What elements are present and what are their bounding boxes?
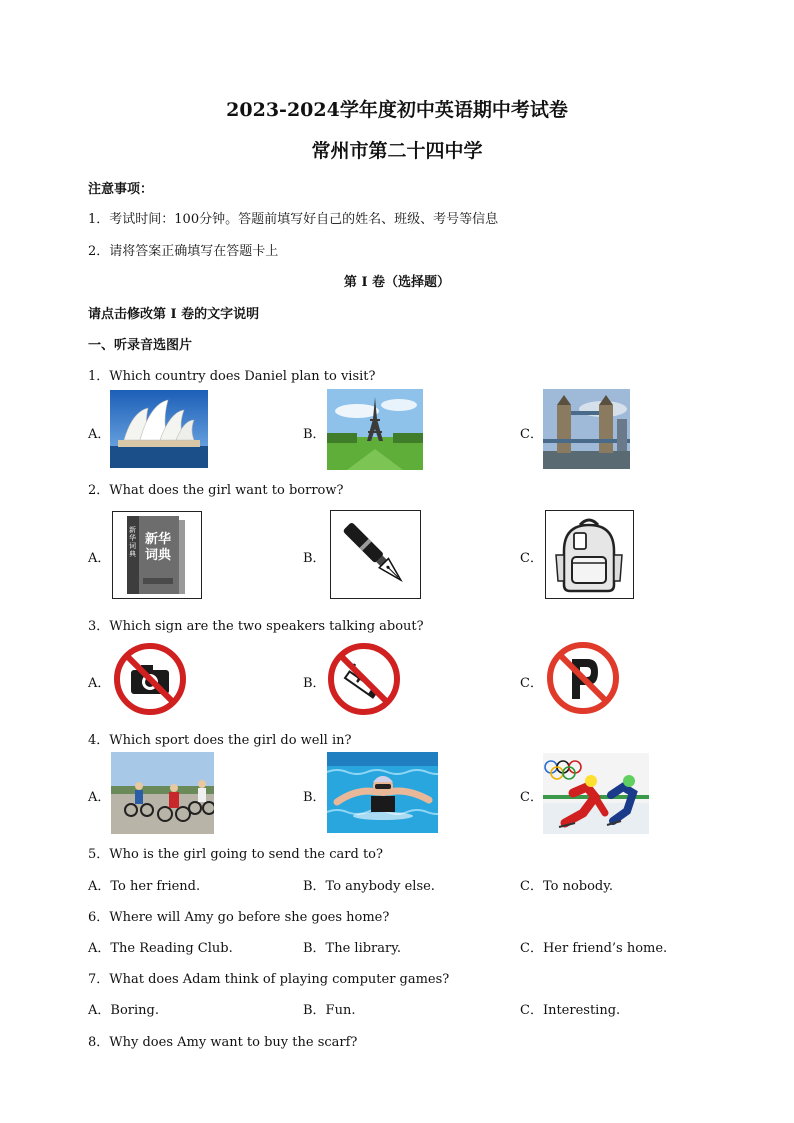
q2-option-a[interactable]: A． [88,551,111,566]
swimming-image[interactable] [327,752,438,833]
question-5: 5．Who is the girl going to send the card to? [88,847,383,862]
question-8: 8．Why does Amy want to buy the scarf? [88,1035,358,1050]
q1-option-b[interactable]: B． [303,427,326,442]
q5-option-a[interactable]: A．To her friend. [88,879,201,894]
tower-bridge-image[interactable] [543,389,630,469]
q5-option-c[interactable]: C．To nobody. [520,879,613,894]
section-heading: 一、听录音选图片 [88,338,193,353]
question-3: 3．Which sign are the two speakers talking about? [88,619,424,634]
dictionary-spine-text: 新华词典 [129,526,136,558]
q3-option-a[interactable]: A． [88,676,111,691]
note-item-1: 1．考试时间：100分钟。答题前填写好自己的姓名、班级、考号等信息 [88,212,499,227]
school-name: 常州市第二十四中学 [311,140,483,162]
cycling-image[interactable] [111,752,214,834]
question-1: 1．Which country does Daniel plan to visit? [88,369,376,384]
q7-option-b[interactable]: B．Fun. [303,1003,356,1018]
q4-option-b[interactable]: B． [303,790,326,805]
q1-option-c[interactable]: C． [520,427,543,442]
q6-option-c[interactable]: C．Her friend’s home. [520,941,668,956]
backpack-image[interactable] [545,510,634,599]
fountain-pen-image[interactable] [330,510,421,599]
q6-option-a[interactable]: A．The Reading Club. [88,941,233,956]
notes-heading: 注意事项： [88,182,154,197]
exam-title: 2023-2024学年度初中英语期中考试卷 [226,99,568,121]
q1-option-a[interactable]: A． [88,427,111,442]
q6-option-b[interactable]: B．The library. [303,941,401,956]
dictionary-image[interactable] [112,511,202,599]
no-parking-sign-image[interactable] [546,641,620,715]
q4-option-a[interactable]: A． [88,790,111,805]
question-2: 2．What does the girl want to borrow? [88,483,344,498]
q3-option-c[interactable]: C． [520,676,543,691]
question-4: 4．Which sport does the girl do well in? [88,733,352,748]
q4-option-c[interactable]: C． [520,790,543,805]
q3-option-b[interactable]: B． [303,676,326,691]
part-instruction: 请点击修改第 I 卷的文字说明 [88,307,260,322]
no-photography-sign-image[interactable] [113,642,187,716]
no-smoking-sign-image[interactable] [327,642,401,716]
part-title: 第 I 卷（选择题） [343,275,451,290]
sydney-opera-house-image[interactable] [110,390,208,468]
question-7: 7．What does Adam think of playing computer games? [88,972,450,987]
dictionary-title-line2: 词典 [145,548,172,563]
q2-option-b[interactable]: B． [303,551,326,566]
q7-option-c[interactable]: C．Interesting. [520,1003,621,1018]
q7-option-a[interactable]: A．Boring. [88,1003,159,1018]
q2-option-c[interactable]: C． [520,551,543,566]
speed-skating-image[interactable] [543,753,649,834]
question-6: 6．Where will Amy go before she goes home? [88,910,390,925]
q5-option-b[interactable]: B．To anybody else. [303,879,435,894]
dictionary-title-line1: 新华 [145,532,172,547]
note-item-2: 2．请将答案正确填写在答题卡上 [88,244,279,259]
eiffel-tower-image[interactable] [327,389,423,470]
